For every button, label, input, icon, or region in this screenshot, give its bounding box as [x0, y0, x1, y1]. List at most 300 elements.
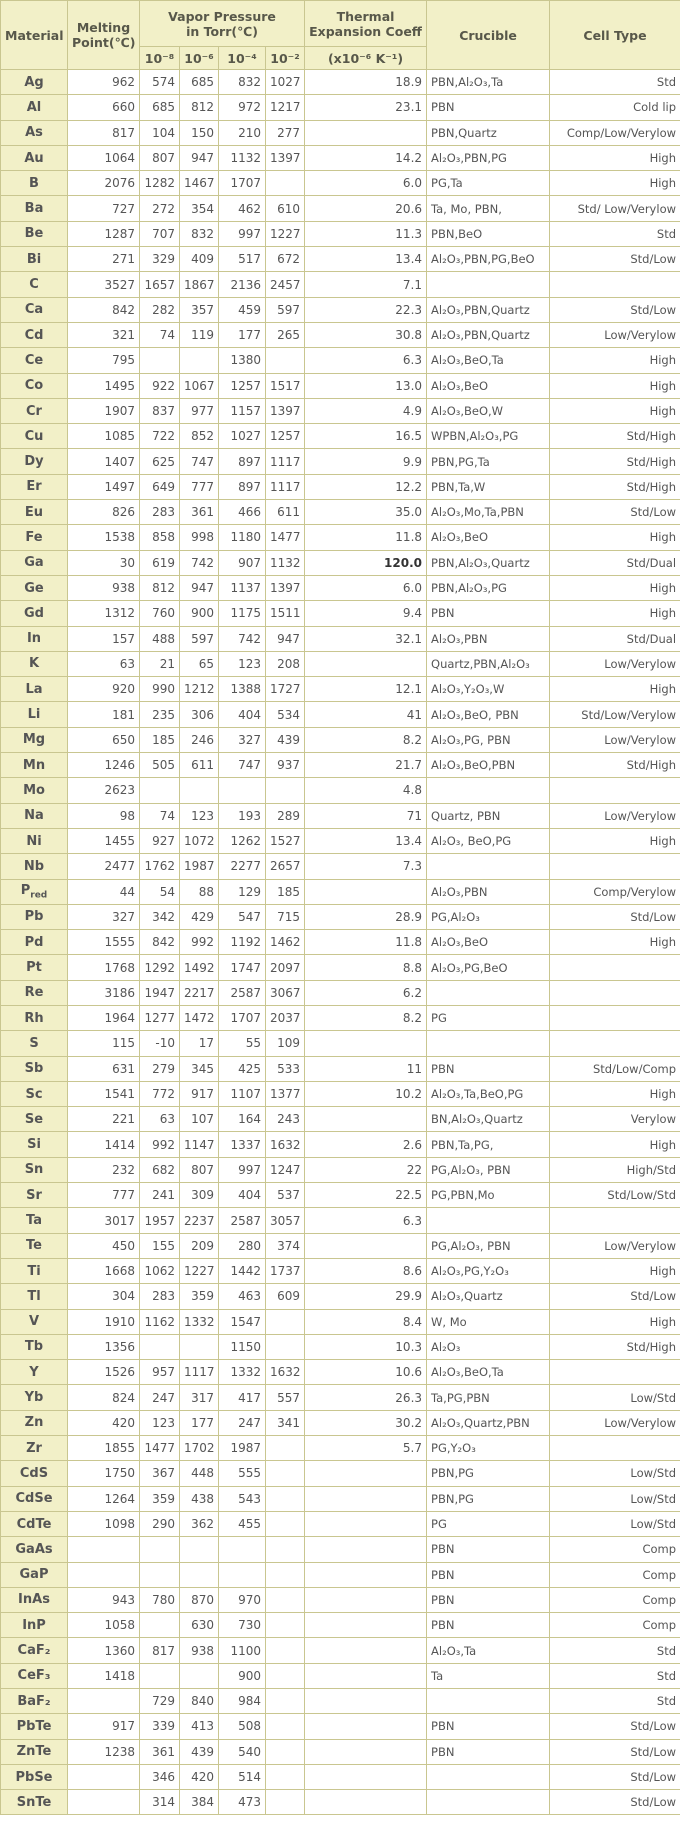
cell-cell-type: Low/Verylow — [550, 727, 680, 752]
cell-vp-1e-6: 900 — [180, 601, 219, 626]
cell-vp-1e-8: 361 — [140, 1739, 180, 1764]
cell-melting-point: 98 — [68, 803, 140, 828]
cell-material: GaAs — [1, 1537, 68, 1562]
cell-material: Y — [1, 1360, 68, 1385]
cell-vp-1e-2: 1527 — [266, 828, 305, 853]
cell-material: Te — [1, 1233, 68, 1258]
cell-material: Cd — [1, 322, 68, 347]
cell-material: CeF₃ — [1, 1663, 68, 1688]
cell-thermal-expansion — [305, 1233, 427, 1258]
cell-vp-1e-4: 1262 — [219, 828, 266, 853]
cell-melting-point: 1064 — [68, 145, 140, 170]
cell-vp-1e-4: 164 — [219, 1107, 266, 1132]
cell-thermal-expansion: 71 — [305, 803, 427, 828]
header-material: Material — [1, 1, 68, 70]
cell-vp-1e-2: 2037 — [266, 1005, 305, 1030]
cell-melting-point: 1907 — [68, 398, 140, 423]
cell-vp-1e-8: 707 — [140, 221, 180, 246]
cell-vp-1e-4: 1137 — [219, 575, 266, 600]
cell-thermal-expansion: 16.5 — [305, 424, 427, 449]
cell-vp-1e-6: 1492 — [180, 955, 219, 980]
cell-vp-1e-6: 119 — [180, 322, 219, 347]
table-row — [1, 1764, 680, 1789]
cell-vp-1e-4: 1987 — [219, 1436, 266, 1461]
cell-crucible: PBN,BeO — [427, 221, 550, 246]
cell-vp-1e-4: 1380 — [219, 348, 266, 373]
cell-cell-type: Low/Verylow — [550, 803, 680, 828]
table-row — [1, 651, 680, 676]
cell-vp-1e-8: 1957 — [140, 1208, 180, 1233]
cell-vp-1e-8: 104 — [140, 120, 180, 145]
cell-vp-1e-2 — [266, 1334, 305, 1359]
header-vp-1e-4: 10⁻⁴ — [219, 47, 266, 70]
cell-vp-1e-6 — [180, 1562, 219, 1587]
cell-thermal-expansion — [305, 1613, 427, 1638]
cell-material: InP — [1, 1613, 68, 1638]
cell-crucible: PG,Al₂O₃, PBN — [427, 1157, 550, 1182]
cell-vp-1e-2: 1117 — [266, 474, 305, 499]
cell-thermal-expansion — [305, 1031, 427, 1056]
table-body — [1, 70, 680, 1815]
cell-melting-point: 1541 — [68, 1081, 140, 1106]
cell-melting-point: 824 — [68, 1385, 140, 1410]
cell-cell-type: Std/Dual — [550, 626, 680, 651]
cell-vp-1e-2: 1227 — [266, 221, 305, 246]
cell-crucible: Al₂O₃,PBN,PG,BeO — [427, 247, 550, 272]
cell-thermal-expansion: 30.8 — [305, 322, 427, 347]
cell-vp-1e-8 — [140, 1613, 180, 1638]
cell-vp-1e-4: 129 — [219, 879, 266, 904]
cell-material: Ge — [1, 575, 68, 600]
cell-vp-1e-6: 65 — [180, 651, 219, 676]
cell-crucible: Al₂O₃,PBN — [427, 626, 550, 651]
table-row — [1, 1031, 680, 1056]
cell-cell-type: Std/High — [550, 753, 680, 778]
cell-thermal-expansion: 20.6 — [305, 196, 427, 221]
cell-vp-1e-6: 359 — [180, 1284, 219, 1309]
table-row — [1, 221, 680, 246]
cell-melting-point: 1312 — [68, 601, 140, 626]
cell-thermal-expansion: 13.4 — [305, 828, 427, 853]
cell-crucible: PG — [427, 1511, 550, 1536]
cell-vp-1e-8: 63 — [140, 1107, 180, 1132]
cell-vp-1e-8: 54 — [140, 879, 180, 904]
cell-melting-point: 1538 — [68, 525, 140, 550]
cell-cell-type: Std/High — [550, 424, 680, 449]
cell-vp-1e-2 — [266, 1689, 305, 1714]
cell-vp-1e-2: 597 — [266, 297, 305, 322]
cell-thermal-expansion — [305, 1689, 427, 1714]
cell-vp-1e-8 — [140, 778, 180, 803]
table-row — [1, 1663, 680, 1688]
cell-cell-type: High — [550, 145, 680, 170]
cell-vp-1e-2: 1517 — [266, 373, 305, 398]
cell-vp-1e-6: 870 — [180, 1587, 219, 1612]
cell-vp-1e-6: 947 — [180, 575, 219, 600]
cell-vp-1e-8: 1282 — [140, 171, 180, 196]
cell-crucible: PBN — [427, 1714, 550, 1739]
cell-vp-1e-2: 2657 — [266, 854, 305, 879]
cell-vp-1e-2 — [266, 1613, 305, 1638]
cell-material: InAs — [1, 1587, 68, 1612]
cell-crucible: Al₂O₃,PBN,PG — [427, 145, 550, 170]
cell-vp-1e-4 — [219, 1562, 266, 1587]
cell-material: Ta — [1, 1208, 68, 1233]
cell-melting-point: 321 — [68, 322, 140, 347]
table-row — [1, 1385, 680, 1410]
cell-vp-1e-8: 722 — [140, 424, 180, 449]
cell-crucible: Al₂O₃,BeO — [427, 930, 550, 955]
cell-melting-point: 63 — [68, 651, 140, 676]
cell-crucible: Al₂O₃,Y₂O₃,W — [427, 677, 550, 702]
cell-vp-1e-6: 742 — [180, 550, 219, 575]
cell-vp-1e-4: 514 — [219, 1764, 266, 1789]
cell-cell-type — [550, 778, 680, 803]
cell-crucible: PG,PBN,Mo — [427, 1183, 550, 1208]
cell-vp-1e-4: 900 — [219, 1663, 266, 1688]
header-vp-1e-6: 10⁻⁶ — [180, 47, 219, 70]
cell-vp-1e-6: 306 — [180, 702, 219, 727]
cell-thermal-expansion — [305, 1739, 427, 1764]
cell-vp-1e-2: 557 — [266, 1385, 305, 1410]
cell-vp-1e-2: 1397 — [266, 575, 305, 600]
cell-material: Al — [1, 95, 68, 120]
cell-vp-1e-8: 817 — [140, 1638, 180, 1663]
cell-crucible: BN,Al₂O₃,Quartz — [427, 1107, 550, 1132]
header-vp-1e-2: 10⁻² — [266, 47, 305, 70]
cell-vp-1e-4: 897 — [219, 474, 266, 499]
cell-vp-1e-8: 922 — [140, 373, 180, 398]
cell-melting-point: 727 — [68, 196, 140, 221]
cell-crucible: Ta — [427, 1663, 550, 1688]
cell-cell-type — [550, 272, 680, 297]
cell-material: Gd — [1, 601, 68, 626]
cell-vp-1e-4 — [219, 1537, 266, 1562]
table-row — [1, 424, 680, 449]
cell-melting-point: 777 — [68, 1183, 140, 1208]
cell-vp-1e-2: 1397 — [266, 398, 305, 423]
cell-thermal-expansion: 22.5 — [305, 1183, 427, 1208]
cell-vp-1e-6 — [180, 1663, 219, 1688]
cell-thermal-expansion: 14.2 — [305, 145, 427, 170]
cell-thermal-expansion: 120.0 — [305, 550, 427, 575]
cell-vp-1e-6: 1702 — [180, 1436, 219, 1461]
cell-vp-1e-6: 361 — [180, 500, 219, 525]
cell-vp-1e-8: 858 — [140, 525, 180, 550]
table-row — [1, 398, 680, 423]
cell-crucible — [427, 1790, 550, 1815]
cell-vp-1e-2: 341 — [266, 1410, 305, 1435]
table-row — [1, 677, 680, 702]
cell-vp-1e-6: 413 — [180, 1714, 219, 1739]
cell-melting-point: 1964 — [68, 1005, 140, 1030]
table-row — [1, 1258, 680, 1283]
cell-vp-1e-8: 123 — [140, 1410, 180, 1435]
cell-vp-1e-8: 1292 — [140, 955, 180, 980]
cell-melting-point: 2477 — [68, 854, 140, 879]
cell-vp-1e-8: 729 — [140, 1689, 180, 1714]
cell-material: C — [1, 272, 68, 297]
cell-vp-1e-6: 448 — [180, 1461, 219, 1486]
cell-vp-1e-8: 290 — [140, 1511, 180, 1536]
cell-cell-type: High — [550, 398, 680, 423]
cell-material: Rh — [1, 1005, 68, 1030]
cell-vp-1e-2: 537 — [266, 1183, 305, 1208]
cell-thermal-expansion: 12.2 — [305, 474, 427, 499]
cell-vp-1e-8: 574 — [140, 70, 180, 95]
cell-vp-1e-2 — [266, 1587, 305, 1612]
table-row — [1, 1587, 680, 1612]
cell-vp-1e-4: 1107 — [219, 1081, 266, 1106]
cell-vp-1e-8: 1947 — [140, 980, 180, 1005]
cell-vp-1e-2 — [266, 1638, 305, 1663]
cell-vp-1e-6: 1987 — [180, 854, 219, 879]
cell-vp-1e-2: 1377 — [266, 1081, 305, 1106]
cell-crucible: PBN — [427, 1056, 550, 1081]
cell-thermal-expansion: 26.3 — [305, 1385, 427, 1410]
cell-cell-type: Std/Low — [550, 247, 680, 272]
cell-thermal-expansion: 32.1 — [305, 626, 427, 651]
cell-vp-1e-6: 832 — [180, 221, 219, 246]
cell-vp-1e-6: 354 — [180, 196, 219, 221]
cell-cell-type — [550, 1005, 680, 1030]
cell-thermal-expansion: 8.8 — [305, 955, 427, 980]
cell-vp-1e-8: 649 — [140, 474, 180, 499]
cell-vp-1e-8: 359 — [140, 1486, 180, 1511]
cell-crucible: PBN,Quartz — [427, 120, 550, 145]
cell-thermal-expansion: 5.7 — [305, 1436, 427, 1461]
cell-vp-1e-4: 455 — [219, 1511, 266, 1536]
cell-thermal-expansion: 18.9 — [305, 70, 427, 95]
cell-melting-point: 1418 — [68, 1663, 140, 1688]
cell-material: Bi — [1, 247, 68, 272]
cell-vp-1e-6: 1147 — [180, 1132, 219, 1157]
cell-vp-1e-2: 2097 — [266, 955, 305, 980]
cell-vp-1e-2: 208 — [266, 651, 305, 676]
cell-vp-1e-8: 1162 — [140, 1309, 180, 1334]
cell-vp-1e-8: 241 — [140, 1183, 180, 1208]
cell-melting-point: 1495 — [68, 373, 140, 398]
cell-crucible: PBN — [427, 1613, 550, 1638]
cell-thermal-expansion — [305, 1461, 427, 1486]
header-thermal-unit: (x10⁻⁶ K⁻¹) — [305, 47, 427, 70]
cell-crucible: PG — [427, 1005, 550, 1030]
cell-vp-1e-8: 282 — [140, 297, 180, 322]
cell-thermal-expansion — [305, 879, 427, 904]
cell-melting-point: 920 — [68, 677, 140, 702]
cell-thermal-expansion: 11.3 — [305, 221, 427, 246]
cell-cell-type: High — [550, 525, 680, 550]
cell-cell-type — [550, 955, 680, 980]
cell-thermal-expansion: 8.6 — [305, 1258, 427, 1283]
cell-vp-1e-6: 123 — [180, 803, 219, 828]
cell-thermal-expansion: 4.8 — [305, 778, 427, 803]
cell-vp-1e-4: 997 — [219, 221, 266, 246]
cell-cell-type: Std/Low — [550, 1790, 680, 1815]
header-melting-point: Melting Point(℃) — [68, 1, 140, 70]
cell-cell-type: High — [550, 1309, 680, 1334]
cell-cell-type: Std — [550, 1689, 680, 1714]
cell-vp-1e-4: 473 — [219, 1790, 266, 1815]
cell-vp-1e-8: 235 — [140, 702, 180, 727]
cell-cell-type — [550, 1208, 680, 1233]
table-row — [1, 322, 680, 347]
table-row — [1, 297, 680, 322]
cell-thermal-expansion: 7.1 — [305, 272, 427, 297]
cell-vp-1e-4: 193 — [219, 803, 266, 828]
cell-vp-1e-6: 345 — [180, 1056, 219, 1081]
cell-cell-type: Low/Verylow — [550, 1410, 680, 1435]
cell-vp-1e-4: 55 — [219, 1031, 266, 1056]
cell-crucible: Al₂O₃, BeO,PG — [427, 828, 550, 853]
cell-material: Au — [1, 145, 68, 170]
table-row — [1, 1613, 680, 1638]
cell-vp-1e-6: 1212 — [180, 677, 219, 702]
cell-melting-point: 181 — [68, 702, 140, 727]
cell-crucible: PG,Al₂O₃ — [427, 904, 550, 929]
cell-material: Ba — [1, 196, 68, 221]
cell-vp-1e-8: 272 — [140, 196, 180, 221]
cell-melting-point: 943 — [68, 1587, 140, 1612]
table-row — [1, 1562, 680, 1587]
cell-cell-type: Low/Std — [550, 1461, 680, 1486]
cell-vp-1e-2 — [266, 1309, 305, 1334]
cell-vp-1e-8: 837 — [140, 398, 180, 423]
cell-vp-1e-4: 907 — [219, 550, 266, 575]
cell-crucible — [427, 854, 550, 879]
cell-material: V — [1, 1309, 68, 1334]
cell-vp-1e-6: 777 — [180, 474, 219, 499]
cell-cell-type: High — [550, 373, 680, 398]
cell-crucible: Al₂O₃,BeO,Ta — [427, 348, 550, 373]
cell-vp-1e-2 — [266, 1663, 305, 1688]
table-row — [1, 171, 680, 196]
cell-vp-1e-6: 107 — [180, 1107, 219, 1132]
cell-cell-type: Std/Low — [550, 1714, 680, 1739]
cell-melting-point — [68, 1689, 140, 1714]
cell-vp-1e-4: 540 — [219, 1739, 266, 1764]
cell-melting-point: 1526 — [68, 1360, 140, 1385]
cell-vp-1e-2: 185 — [266, 879, 305, 904]
cell-vp-1e-6: 409 — [180, 247, 219, 272]
table-row — [1, 1638, 680, 1663]
cell-vp-1e-8: 992 — [140, 1132, 180, 1157]
cell-melting-point: 1238 — [68, 1739, 140, 1764]
cell-thermal-expansion: 8.2 — [305, 1005, 427, 1030]
cell-vp-1e-2 — [266, 171, 305, 196]
cell-crucible: Al₂O₃,PG,Y₂O₃ — [427, 1258, 550, 1283]
cell-vp-1e-2: 1462 — [266, 930, 305, 955]
cell-material: Tl — [1, 1284, 68, 1309]
cell-vp-1e-6: 917 — [180, 1081, 219, 1106]
cell-material: BaF₂ — [1, 1689, 68, 1714]
table-row — [1, 1739, 680, 1764]
cell-cell-type: Verylow — [550, 1107, 680, 1132]
cell-melting-point: 962 — [68, 70, 140, 95]
cell-vp-1e-2: 265 — [266, 322, 305, 347]
cell-crucible: PBN — [427, 601, 550, 626]
cell-material: GaP — [1, 1562, 68, 1587]
cell-thermal-expansion: 22.3 — [305, 297, 427, 322]
cell-vp-1e-8: 339 — [140, 1714, 180, 1739]
cell-vp-1e-8 — [140, 1663, 180, 1688]
cell-melting-point: 327 — [68, 904, 140, 929]
cell-vp-1e-4: 832 — [219, 70, 266, 95]
cell-crucible: Ta,PG,PBN — [427, 1385, 550, 1410]
table-row — [1, 626, 680, 651]
cell-material: Yb — [1, 1385, 68, 1410]
cell-vp-1e-2: 1217 — [266, 95, 305, 120]
cell-vp-1e-8: 346 — [140, 1764, 180, 1789]
cell-melting-point: 3186 — [68, 980, 140, 1005]
cell-vp-1e-2: 2457 — [266, 272, 305, 297]
cell-vp-1e-2 — [266, 1764, 305, 1789]
cell-cell-type: Low/Std — [550, 1385, 680, 1410]
cell-crucible: Al₂O₃,Quartz,PBN — [427, 1410, 550, 1435]
cell-crucible: PBN,PG — [427, 1486, 550, 1511]
cell-vp-1e-4: 972 — [219, 95, 266, 120]
cell-vp-1e-6: 439 — [180, 1739, 219, 1764]
cell-crucible: PBN — [427, 1587, 550, 1612]
cell-vp-1e-2: 1257 — [266, 424, 305, 449]
cell-melting-point: 2623 — [68, 778, 140, 803]
cell-material: PbSe — [1, 1764, 68, 1789]
cell-thermal-expansion: 7.3 — [305, 854, 427, 879]
cell-melting-point — [68, 1764, 140, 1789]
cell-thermal-expansion: 6.0 — [305, 171, 427, 196]
cell-cell-type: Low/Std — [550, 1511, 680, 1536]
cell-crucible: Al₂O₃,BeO,W — [427, 398, 550, 423]
cell-vp-1e-4: 463 — [219, 1284, 266, 1309]
cell-cell-type: Std — [550, 221, 680, 246]
cell-melting-point: 1360 — [68, 1638, 140, 1663]
cell-cell-type: High — [550, 171, 680, 196]
cell-melting-point: 1058 — [68, 1613, 140, 1638]
cell-vp-1e-6 — [180, 1334, 219, 1359]
cell-vp-1e-8: 314 — [140, 1790, 180, 1815]
cell-cell-type: Std/Low — [550, 1284, 680, 1309]
cell-cell-type: Std — [550, 1638, 680, 1663]
cell-vp-1e-8: 367 — [140, 1461, 180, 1486]
cell-vp-1e-2: 289 — [266, 803, 305, 828]
cell-thermal-expansion: 8.4 — [305, 1309, 427, 1334]
cell-vp-1e-8: 842 — [140, 930, 180, 955]
cell-vp-1e-4: 730 — [219, 1613, 266, 1638]
cell-thermal-expansion — [305, 1790, 427, 1815]
cell-melting-point: 826 — [68, 500, 140, 525]
cell-cell-type: High/Std — [550, 1157, 680, 1182]
table-row — [1, 1107, 680, 1132]
cell-vp-1e-8: 74 — [140, 803, 180, 828]
cell-crucible — [427, 1689, 550, 1714]
cell-cell-type: Std/ Low/Verylow — [550, 196, 680, 221]
cell-melting-point — [68, 1790, 140, 1815]
cell-material: Mg — [1, 727, 68, 752]
cell-crucible: Quartz,PBN,Al₂O₃ — [427, 651, 550, 676]
table-row — [1, 1309, 680, 1334]
cell-vp-1e-4: 123 — [219, 651, 266, 676]
cell-vp-1e-6: 998 — [180, 525, 219, 550]
cell-melting-point: 304 — [68, 1284, 140, 1309]
cell-thermal-expansion — [305, 1537, 427, 1562]
cell-crucible: Al₂O₃,Mo,Ta,PBN — [427, 500, 550, 525]
cell-vp-1e-4: 984 — [219, 1689, 266, 1714]
cell-cell-type: Low/Verylow — [550, 651, 680, 676]
cell-vp-1e-4: 508 — [219, 1714, 266, 1739]
table-row — [1, 1436, 680, 1461]
cell-material: Mo — [1, 778, 68, 803]
cell-vp-1e-4: 555 — [219, 1461, 266, 1486]
